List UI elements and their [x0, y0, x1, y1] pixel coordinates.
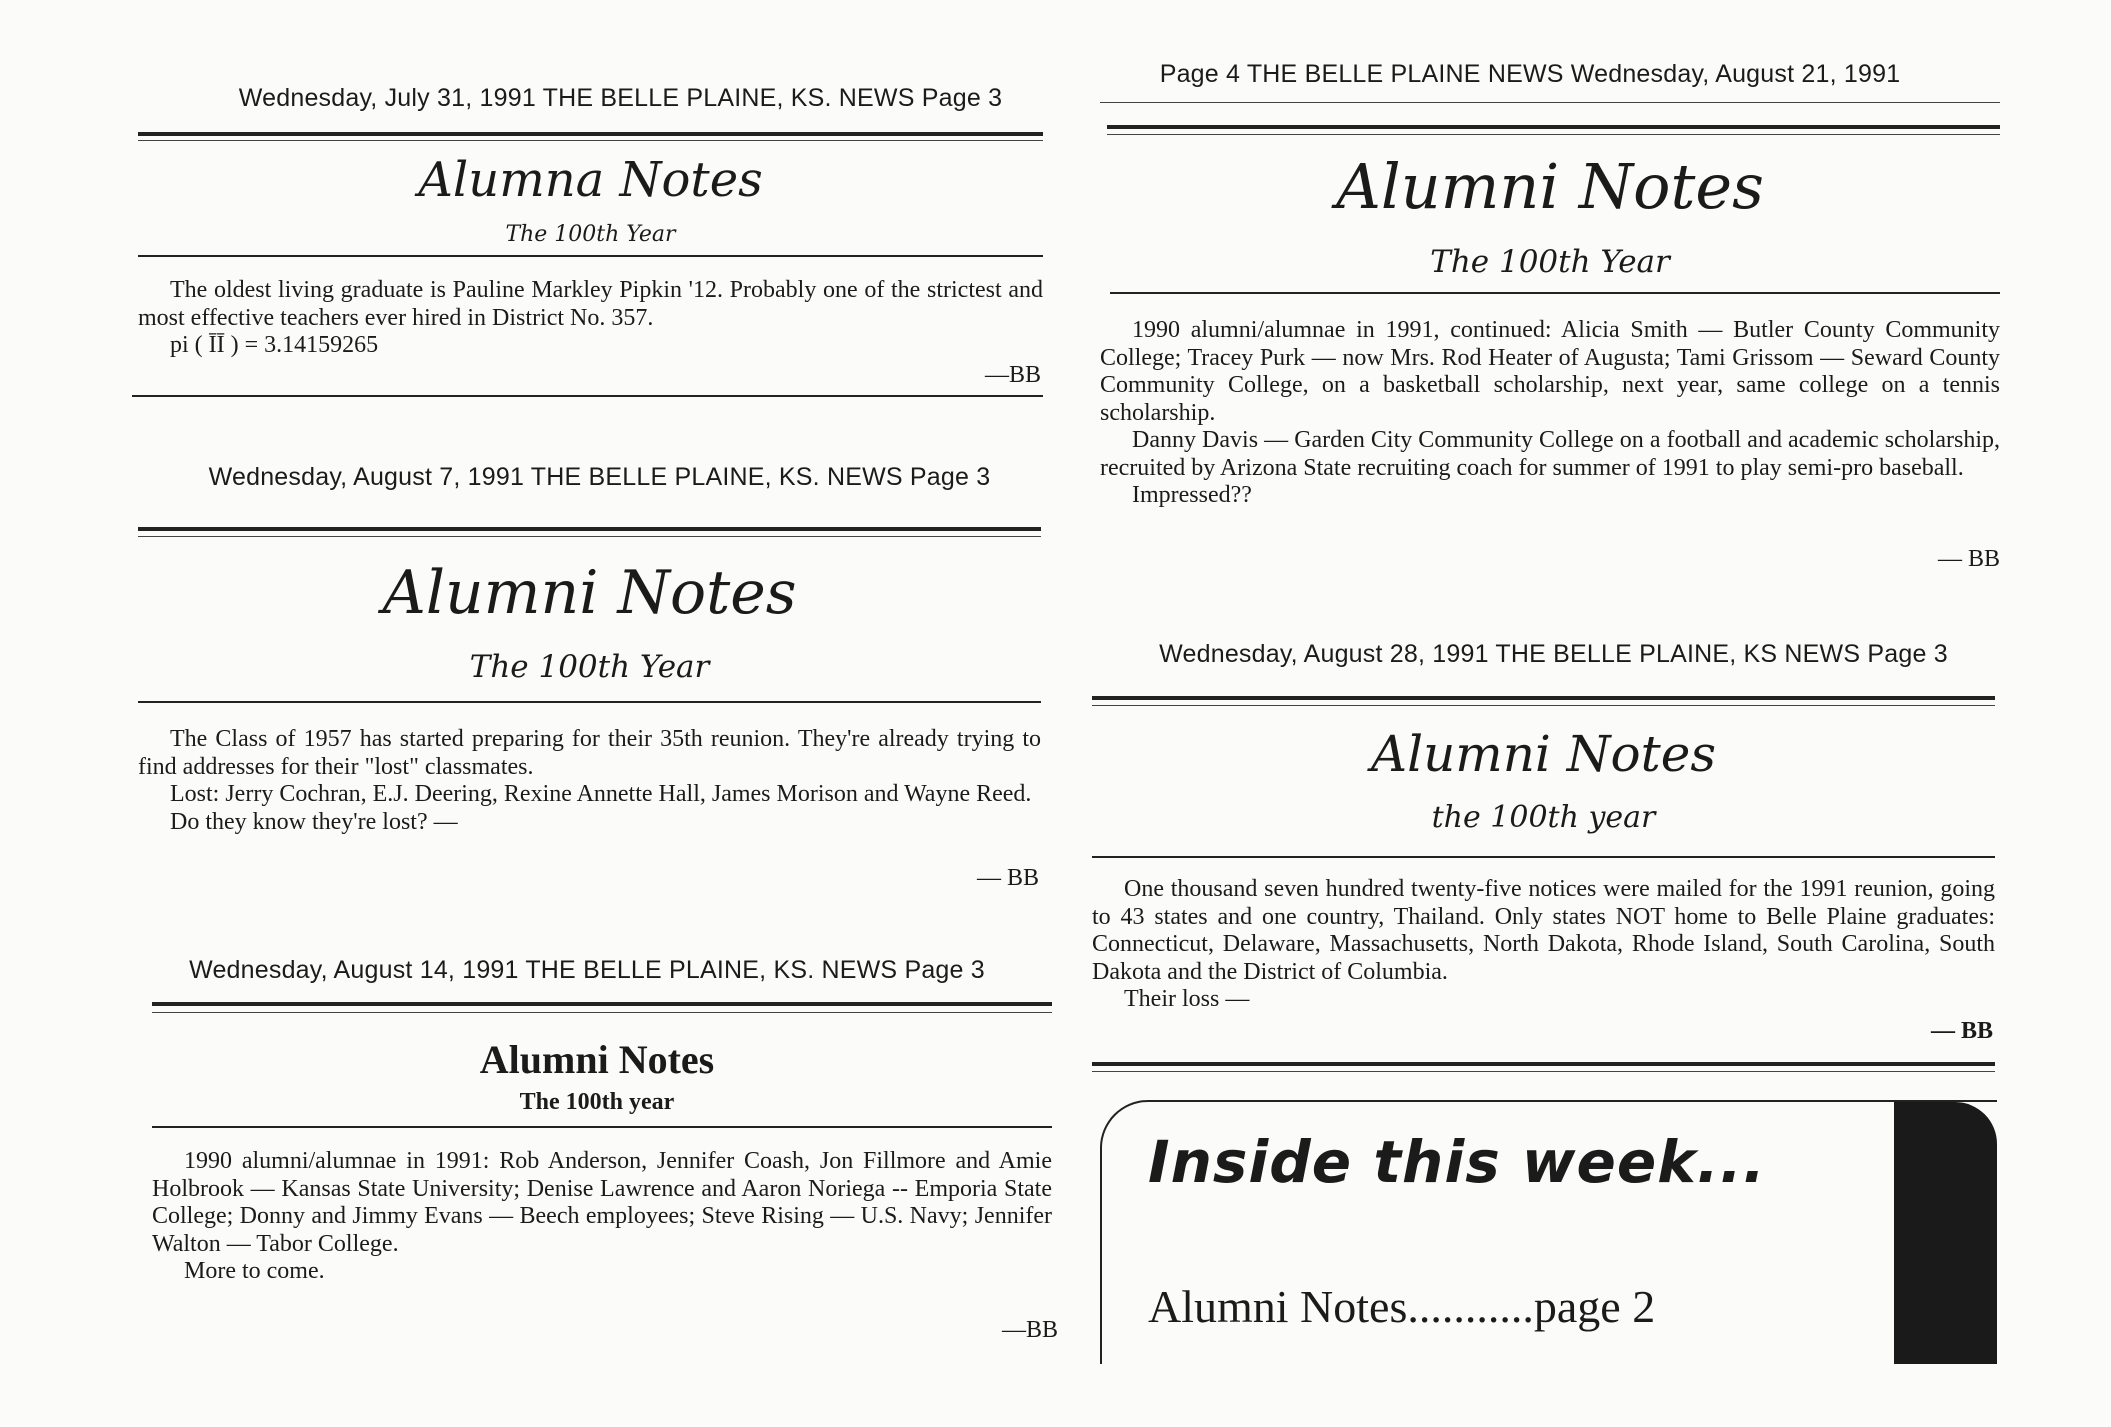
paragraph: 1990 alumni/alumnae in 1991, continued: Alicia Smith — Butler County Community College; Tracey Purk — now Mrs. Rod Heater of Augusta; Tami Grissom — Seward County Community College, on a basketball scholarship, next year, same college on a tennis scholarship.: [1100, 317, 2000, 426]
decorative-bar: [1894, 1102, 1997, 1364]
paragraph: One thousand seven hundred twenty-five notices were mailed for the 1991 reunion, going to 43 states and one country, Thailand. Only states NOT home to Belle Plaine graduates: Connecticut, Delaware, Massachusetts, North Dakota, Rhode Island, South Carolina, South Dakota and the District of Columbia.: [1092, 876, 1995, 985]
rule: [152, 1002, 1052, 1006]
column-subtitle: The 100th year: [519, 1089, 675, 1115]
dateline: Page 4 THE BELLE PLAINE NEWS Wednesday, August 21, 1991: [1159, 60, 1901, 88]
column-title: Alumni Notes: [1371, 725, 1716, 783]
rule: [1092, 1062, 1995, 1066]
signature: — BB: [976, 865, 1039, 891]
paragraph: The oldest living graduate is Pauline Markley Pipkin '12. Probably one of the strictest and most effective teachers ever hired in District No. 357.: [138, 277, 1043, 331]
rule: [138, 527, 1041, 531]
rule: [152, 1012, 1052, 1013]
dateline: Wednesday, August 28, 1991 THE BELLE PLAINE, KS NEWS Page 3: [1159, 640, 1948, 668]
dateline: Wednesday, August 14, 1991 THE BELLE PLAINE, KS. NEWS Page 3: [189, 956, 985, 984]
paragraph: pi ( ĪĪ ) = 3.14159265: [170, 332, 379, 358]
clipping-august-7: [138, 455, 1041, 895]
column-subtitle: The 100th Year: [1430, 244, 1670, 280]
column-title: Alumni Notes: [1336, 150, 1764, 223]
rule: [1110, 292, 2000, 294]
column-title: Alumni Notes: [382, 558, 797, 628]
dateline: Wednesday, July 31, 1991 THE BELLE PLAINE, KS. NEWS Page 3: [238, 84, 1003, 112]
column-subtitle: The 100th Year: [469, 649, 710, 685]
column-title: Alumna Notes: [418, 152, 763, 208]
paragraph: 1990 alumni/alumnae in 1991: Rob Anderson, Jennifer Coash, Jon Fillmore and Amie Holbrook — Kansas State University; Denise Lawrence and Aaron Noriega -- Emporia State College; Donny and Jimmy Evans — Beech employees; Steve Rising — U.S. Navy; Jennifer Walton — Tabor College.: [152, 1148, 1052, 1257]
rule: [1092, 705, 1995, 706]
column-subtitle: The 100th Year: [505, 222, 676, 247]
inside-item: Alumni Notes...........page 2: [1148, 1281, 1656, 1332]
signature: —BB: [984, 362, 1041, 388]
rule: [1092, 1071, 1995, 1072]
column-title: Alumni Notes: [479, 1037, 715, 1082]
rule: [138, 536, 1041, 537]
clipping-august-28: [1092, 638, 1995, 1078]
signature: —BB: [1001, 1317, 1058, 1343]
article-body: [1092, 876, 1995, 1014]
article-body: [138, 277, 1043, 360]
rule: [138, 132, 1043, 136]
rule: [1100, 102, 2000, 103]
paragraph: Lost: Jerry Cochran, E.J. Deering, Rexine Annette Hall, James Morison and Wayne Reed.: [170, 781, 1032, 807]
rule: [1092, 696, 1995, 700]
clipping-august-14: [142, 952, 1058, 1352]
inside-heading: Inside this week...: [1148, 1128, 1766, 1196]
paragraph: The Class of 1957 has started preparing for their 35th reunion. They're already trying to find addresses for their "lost" classmates.: [138, 726, 1041, 780]
rule: [138, 255, 1043, 257]
paragraph: Their loss —: [1124, 986, 1250, 1012]
clipping-august-21: [1100, 58, 2000, 578]
clipping-july-31: [138, 80, 1043, 400]
dateline: Wednesday, August 7, 1991 THE BELLE PLAINE, KS. NEWS Page 3: [208, 463, 991, 491]
paragraph: More to come.: [184, 1258, 325, 1284]
rule: [152, 1126, 1052, 1128]
article-body: [1100, 317, 2000, 510]
signature: — BB: [1937, 546, 2000, 572]
column-subtitle: the 100th year: [1431, 800, 1656, 835]
signature: — BB: [1930, 1018, 1993, 1044]
article-body: [138, 726, 1041, 836]
paragraph: Danny Davis — Garden City Community College on a football and academic scholarship, recruited by Arizona State recruiting coach for summer of 1991 to play semi-pro baseball.: [1100, 427, 2000, 481]
rule: [1092, 856, 1995, 858]
paragraph: Impressed??: [1132, 482, 1252, 508]
rule: [138, 701, 1041, 703]
rule: [132, 395, 1043, 397]
paragraph: Do they know they're lost? —: [170, 808, 458, 835]
rule: [138, 140, 1043, 141]
inside-this-week-box: [1100, 1100, 1997, 1364]
article-body: [152, 1148, 1052, 1286]
rule: [1107, 125, 2000, 129]
rule: [1107, 134, 2000, 135]
